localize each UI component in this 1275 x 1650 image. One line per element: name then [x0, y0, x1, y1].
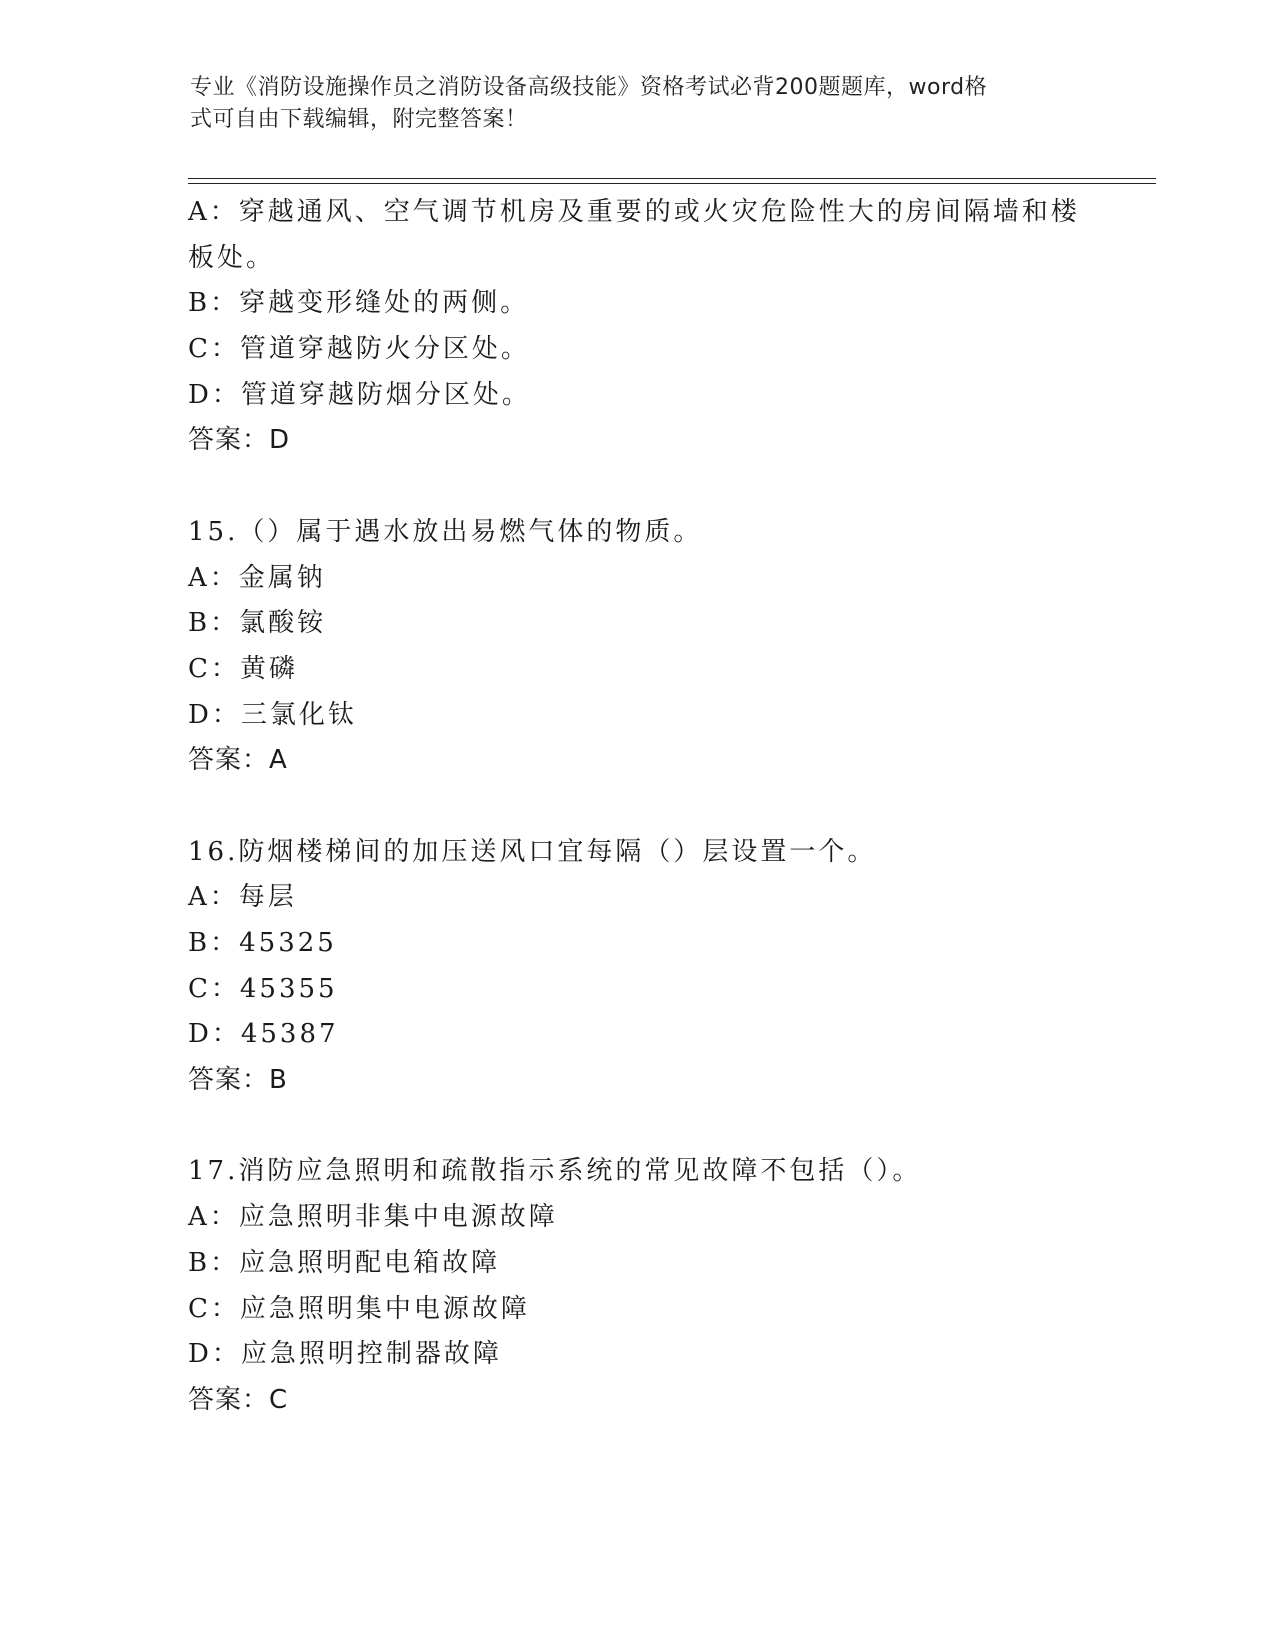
spacer [188, 464, 1088, 510]
header-divider-bottom [188, 183, 1156, 184]
question-15 [188, 510, 1088, 784]
question-16 [188, 830, 1088, 1104]
question-text: 16.防烟楼梯间的加压送风口宜每隔（）层设置一个。 [188, 836, 877, 867]
header-line-1: 专业《消防设施操作员之消防设备高级技能》资格考试必背200题题库，word格 [190, 75, 988, 100]
option-d: D：三氯化钛 [188, 699, 357, 730]
question-list [188, 190, 1088, 1424]
option-a: A：每层 [188, 882, 297, 913]
answer: 答案：D [188, 425, 291, 456]
option-d: D：45387 [188, 1019, 339, 1050]
answer: 答案：B [188, 1065, 288, 1096]
option-d: D：应急照明控制器故障 [188, 1339, 502, 1370]
option-c: C：管道穿越防火分区处。 [188, 334, 530, 365]
document-header [190, 72, 1070, 136]
option-d: D：管道穿越防烟分区处。 [188, 379, 531, 410]
option-c: C：黄磷 [188, 653, 298, 684]
option-c: C：45355 [188, 973, 338, 1004]
option-b: B：氯酸铵 [188, 608, 327, 639]
question-14 [188, 190, 1088, 464]
spacer [188, 1104, 1088, 1150]
question-text: 17.消防应急照明和疏散指示系统的常见故障不包括（）。 [188, 1156, 922, 1187]
option-a-line-2: 板处。 [188, 242, 276, 273]
option-a-line-1: A：穿越通风、空气调节机房及重要的或火灾危险性大的房间隔墙和楼 [188, 197, 1080, 227]
option-c: C：应急照明集中电源故障 [188, 1293, 530, 1324]
answer: 答案：A [188, 745, 288, 776]
spacer [188, 784, 1088, 830]
option-b: B：穿越变形缝处的两侧。 [188, 288, 530, 319]
header-divider-top [188, 178, 1156, 179]
option-a: A：应急照明非集中电源故障 [188, 1202, 558, 1233]
header-line-2: 式可自由下载编辑，附完整答案！ [190, 107, 528, 132]
question-17 [188, 1149, 1088, 1423]
option-b: B：应急照明配电箱故障 [188, 1247, 501, 1278]
question-text: 15.（）属于遇水放出易燃气体的物质。 [188, 516, 703, 547]
option-b: B：45325 [188, 928, 337, 958]
answer: 答案：C [188, 1384, 289, 1415]
option-a: A：金属钠 [188, 562, 326, 593]
